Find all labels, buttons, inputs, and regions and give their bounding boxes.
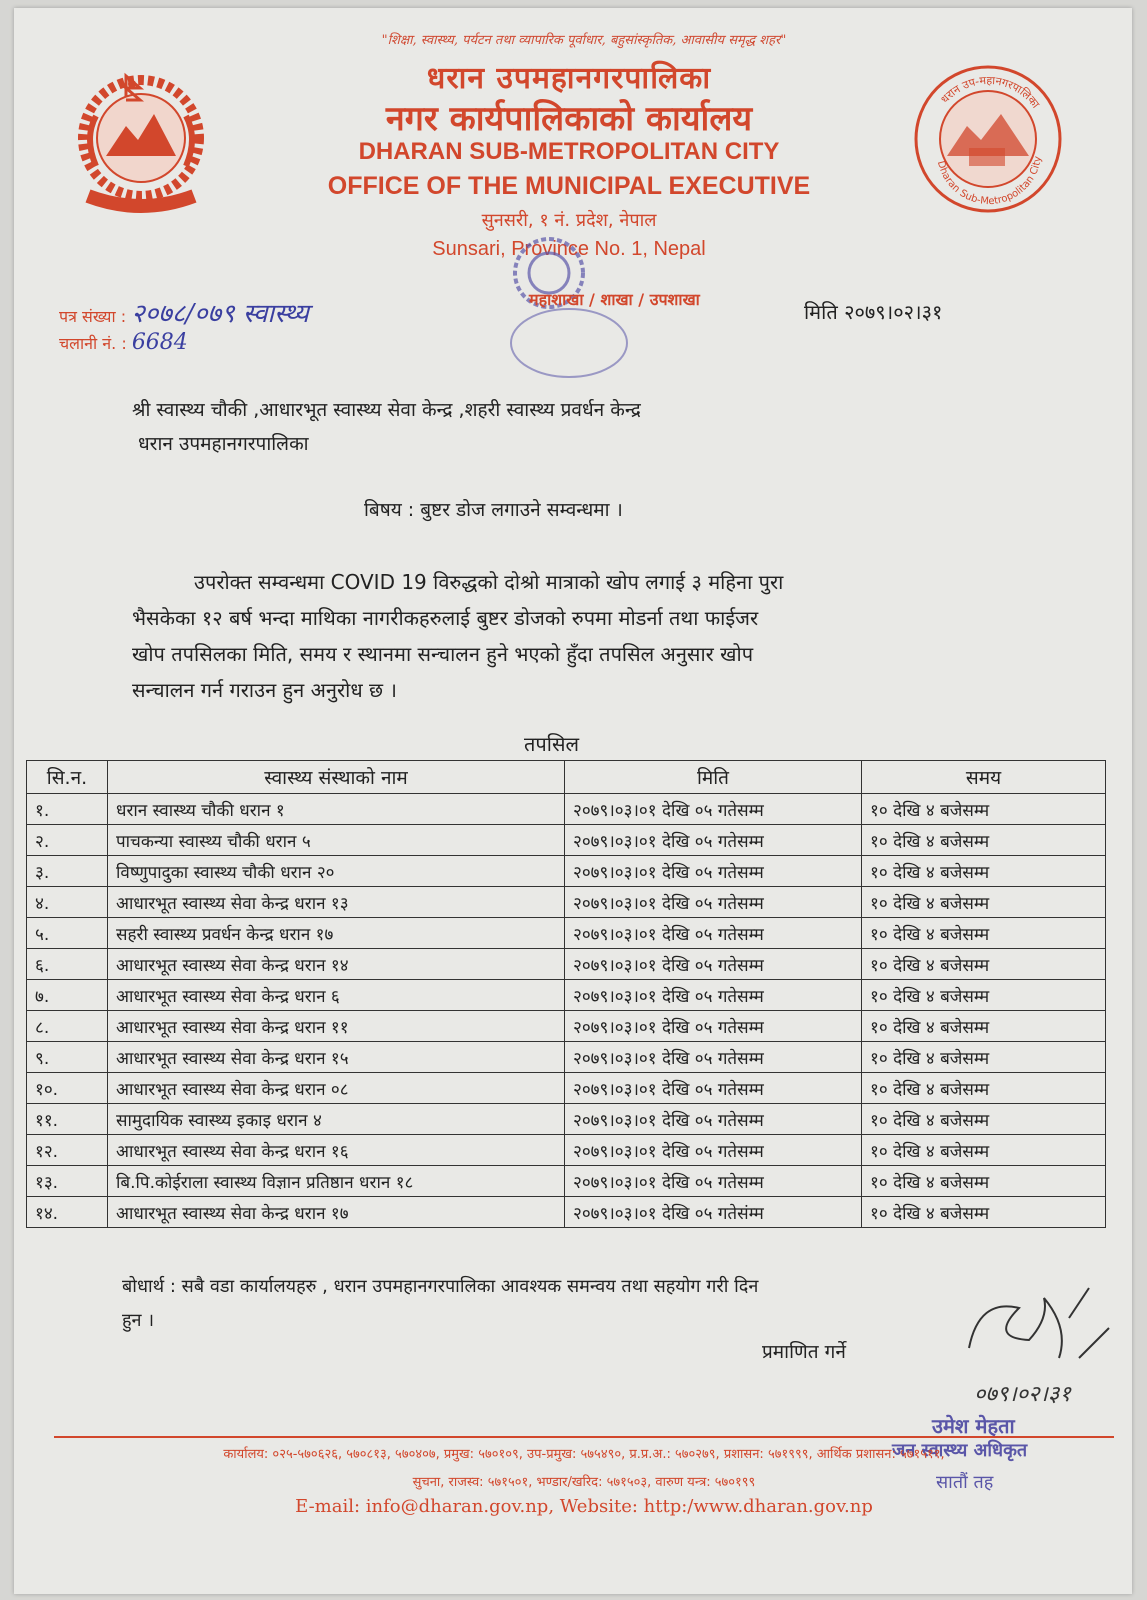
row-institution: सहरी स्वास्थ्य प्रवर्धन केन्द्र धरान १७ bbox=[108, 918, 565, 949]
table-row bbox=[27, 918, 1106, 949]
header-date: मिति bbox=[565, 761, 862, 794]
row-institution: आधारभूत स्वास्थ्य सेवा केन्द्र धरान १५ bbox=[108, 1042, 565, 1073]
row-institution: बि.पि.कोईराला स्वास्थ्य विज्ञान प्रतिष्ठान धरान १८ bbox=[108, 1166, 565, 1197]
row-sn: १३. bbox=[27, 1166, 108, 1197]
row-sn: ३. bbox=[27, 856, 108, 887]
header-sn: सि.न. bbox=[27, 761, 108, 794]
branch-label: महाशाखा / शाखा / उपशाखा bbox=[529, 290, 700, 309]
row-time: १० देखि ४ बजेसम्म bbox=[862, 918, 1106, 949]
row-sn: २. bbox=[27, 825, 108, 856]
row-time: १० देखि ४ बजेसम्म bbox=[862, 825, 1106, 856]
nepal-emblem-icon bbox=[66, 56, 216, 216]
signatory-designation: जन स्वास्थ्य अधिकृत bbox=[892, 1440, 1028, 1461]
row-sn: ११. bbox=[27, 1104, 108, 1135]
row-time: १० देखि ४ बजेसम्म bbox=[862, 856, 1106, 887]
municipality-title-np: धरान उपमहानगरपालिका bbox=[426, 61, 712, 96]
row-time: १० देखि ४ बजेसम्म bbox=[862, 794, 1106, 825]
note-line-2: हुन । bbox=[122, 1310, 155, 1331]
row-institution: आधारभूत स्वास्थ्य सेवा केन्द्र धरान ६ bbox=[108, 980, 565, 1011]
row-date: २०७९।०३।०१ देखि ०५ गतेसम्म bbox=[565, 1104, 862, 1135]
office-title-np: नगर कार्यपालिकाको कार्यालय bbox=[385, 99, 753, 139]
note-line-1: बोधार्थ : सबै वडा कार्यालयहरु , धरान उपमहानगरपालिका आवश्यक समन्वय तथा सहयोग गरी दिन bbox=[122, 1276, 759, 1297]
row-institution: आधारभूत स्वास्थ्य सेवा केन्द्र धरान ११ bbox=[108, 1011, 565, 1042]
table-row bbox=[27, 949, 1106, 980]
footer-contacts: कार्यालय: ०२५-५७०६२६, ५७०८१३, ५७०४०७, प्रमुख: ५७०१०९, उप-प्रमुख: ५७५४९०, प्र.प्र.अ.: ५७०२७९, प्रशासन: ५७१९९९, आर्थिक प्रशासन: ५७१५११, bbox=[223, 1447, 945, 1462]
row-sn: ७. bbox=[27, 980, 108, 1011]
row-time: १० देखि ४ बजेसम्म bbox=[862, 949, 1106, 980]
row-sn: ९. bbox=[27, 1042, 108, 1073]
footer-contacts-2: सुचना, राजस्व: ५७१५०१, भण्डार/खरिद: ५७१५०३, वारुण यन्त्र: ५७०१९९ bbox=[412, 1475, 756, 1490]
row-date: २०७९।०३।०१ देखि ०५ गतेसम्म bbox=[565, 918, 862, 949]
row-time: १० देखि ४ बजेसम्म bbox=[862, 1135, 1106, 1166]
row-sn: ६. bbox=[27, 949, 108, 980]
table-row bbox=[27, 1073, 1106, 1104]
header-institution: स्वास्थ्य संस्थाको नाम bbox=[108, 761, 565, 794]
row-date: २०७९।०३।०१ देखि ०५ गतेसम्म bbox=[565, 1135, 862, 1166]
row-date: २०७९।०३।०१ देखि ०५ गतेसम्म bbox=[565, 856, 862, 887]
letter-date: मिति २०७९।०२।३१ bbox=[804, 300, 943, 324]
table-row bbox=[27, 825, 1106, 856]
patra-label: पत्र संख्या : bbox=[59, 307, 127, 326]
schedule-table bbox=[26, 760, 1106, 1228]
row-institution: सामुदायिक स्वास्थ्य इकाइ धरान ४ bbox=[108, 1104, 565, 1135]
row-institution: आधारभूत स्वास्थ्य सेवा केन्द्र धरान १६ bbox=[108, 1135, 565, 1166]
body-line-1: उपरोक्त सम्वन्धमा COVID 19 विरुद्धको दोश्रो मात्राको खोप लगाई ३ महिना पुरा bbox=[194, 570, 784, 594]
row-date: २०७९।०३।०१ देखि ०५ गतेसम्म bbox=[565, 1073, 862, 1104]
row-date: २०७९।०३।०१ देखि ०५ गतेसंम्म bbox=[565, 1197, 862, 1228]
row-institution: आधारभूत स्वास्थ्य सेवा केन्द्र धरान १३ bbox=[108, 887, 565, 918]
body-line-3: खोप तपसिलका मिति, समय र स्थानमा सन्चालन हुने भएको हुँदा तपसिल अनुसार खोप bbox=[132, 642, 754, 666]
table-row bbox=[27, 1166, 1106, 1197]
municipality-title-en: DHARAN SUB-METROPOLITAN CITY bbox=[358, 138, 780, 165]
body-line-2: भैसकेका १२ बर्ष भन्दा माथिका नागरीकहरुलाई बुष्टर डोजको रुपमा मोडर्ना तथा फाईजर bbox=[132, 606, 759, 630]
row-time: १० देखि ४ बजेसम्म bbox=[862, 1166, 1106, 1197]
dharan-seal-icon bbox=[909, 60, 1067, 218]
row-sn: १०. bbox=[27, 1073, 108, 1104]
row-time: १० देखि ४ बजेसम्म bbox=[862, 1073, 1106, 1104]
header-time: समय bbox=[862, 761, 1106, 794]
row-sn: १४. bbox=[27, 1197, 108, 1228]
certify-label: प्रमाणित गर्ने bbox=[762, 1341, 846, 1363]
motto: "शिक्षा, स्वास्थ्य, पर्यटन तथा व्यापारिक पूर्वाधार, बहुसांस्कृतिक, आवासीय समृद्ध शहर" bbox=[381, 33, 787, 48]
row-date: २०७९।०३।०१ देखि ०५ गतेसम्म bbox=[565, 825, 862, 856]
table-caption: तपसिल bbox=[524, 732, 580, 756]
table-row bbox=[27, 1197, 1106, 1228]
seal-top-text: धरान उप-महानगरपालिका bbox=[938, 73, 1043, 111]
recipient-line-1: श्री स्वास्थ्य चौकी ,आधारभूत स्वास्थ्य सेवा केन्द्र ,शहरी स्वास्थ्य प्रवर्धन केन्द्र bbox=[132, 399, 641, 421]
row-date: २०७९।०३।०१ देखि ०५ गतेसम्म bbox=[565, 980, 862, 1011]
letter-page bbox=[14, 8, 1132, 1594]
table-row bbox=[27, 1135, 1106, 1166]
row-sn: ४. bbox=[27, 887, 108, 918]
chalani-value: 6684 bbox=[131, 330, 188, 355]
row-institution: धरान स्वास्थ्य चौकी धरान १ bbox=[108, 794, 565, 825]
signature-date: ०७९।०२।३१ bbox=[974, 1382, 1071, 1407]
table-row bbox=[27, 1011, 1106, 1042]
address-en: Sunsari, Province No. 1, Nepal bbox=[432, 238, 706, 260]
row-time: १० देखि ४ बजेसम्म bbox=[862, 1042, 1106, 1073]
address-np: सुनसरी, १ नं. प्रदेश, नेपाल bbox=[481, 210, 657, 231]
row-date: २०७९।०३।०१ देखि ०५ गतेसम्म bbox=[565, 887, 862, 918]
table-header-row bbox=[27, 761, 1106, 794]
row-institution: विष्णुपादुका स्वास्थ्य चौकी धरान २० bbox=[108, 856, 565, 887]
row-date: २०७९।०३।०१ देखि ०५ गतेसम्म bbox=[565, 1011, 862, 1042]
row-sn: ५. bbox=[27, 918, 108, 949]
table-row bbox=[27, 856, 1106, 887]
row-institution: आधारभूत स्वास्थ्य सेवा केन्द्र धरान ०८ bbox=[108, 1073, 565, 1104]
signatory-name: उमेश मेहता bbox=[932, 1414, 1015, 1438]
table-row bbox=[27, 1104, 1106, 1135]
signatory-level: सातौं तह bbox=[936, 1472, 994, 1493]
body-line-4: सन्चालन गर्न गराउन हुन अनुरोध छ । bbox=[132, 678, 397, 702]
table-row bbox=[27, 887, 1106, 918]
recipient-line-2: धरान उपमहानगरपालिका bbox=[138, 433, 309, 455]
table-row bbox=[27, 794, 1106, 825]
row-sn: १२. bbox=[27, 1135, 108, 1166]
table-row bbox=[27, 980, 1106, 1011]
row-institution: पाचकन्या स्वास्थ्य चौकी धरान ५ bbox=[108, 825, 565, 856]
subject: बिषय : बुष्टर डोज लगाउने सम्वन्धमा । bbox=[364, 499, 623, 521]
patra-value: २०७८/०७९ स्वास्थ्य bbox=[131, 299, 309, 329]
row-time: १० देखि ४ बजेसम्म bbox=[862, 887, 1106, 918]
seal-bottom-text: Dharan Sub-Metropolitan City bbox=[934, 155, 1044, 208]
row-time: १० देखि ४ बजेसम्म bbox=[862, 980, 1106, 1011]
row-institution: आधारभूत स्वास्थ्य सेवा केन्द्र धरान १४ bbox=[108, 949, 565, 980]
row-date: २०७९।०३।०१ देखि ०५ गतेसम्म bbox=[565, 1166, 862, 1197]
row-date: २०७९।०३।०१ देखि ०५ गतेसम्म bbox=[565, 1042, 862, 1073]
row-sn: १. bbox=[27, 794, 108, 825]
office-title-en: OFFICE OF THE MUNICIPAL EXECUTIVE bbox=[327, 172, 811, 200]
row-date: २०७९।०३।०१ देखि ०५ गतेसम्म bbox=[565, 949, 862, 980]
row-time: १० देखि ४ बजेसम्म bbox=[862, 1104, 1106, 1135]
row-institution: आधारभूत स्वास्थ्य सेवा केन्द्र धरान १७ bbox=[108, 1197, 565, 1228]
row-date: २०७९।०३।०१ देखि ०५ गतेसम्म bbox=[565, 794, 862, 825]
row-time: १० देखि ४ बजेसम्म bbox=[862, 1197, 1106, 1228]
footer-web: E-mail: info@dharan.gov.np, Website: http:/www.dharan.gov.np bbox=[295, 1496, 873, 1517]
chalani-label: चलानी नं. : bbox=[59, 334, 127, 353]
footer-divider bbox=[54, 1436, 1114, 1438]
table-row bbox=[27, 1042, 1106, 1073]
row-sn: ८. bbox=[27, 1011, 108, 1042]
row-time: १० देखि ४ बजेसम्म bbox=[862, 1011, 1106, 1042]
